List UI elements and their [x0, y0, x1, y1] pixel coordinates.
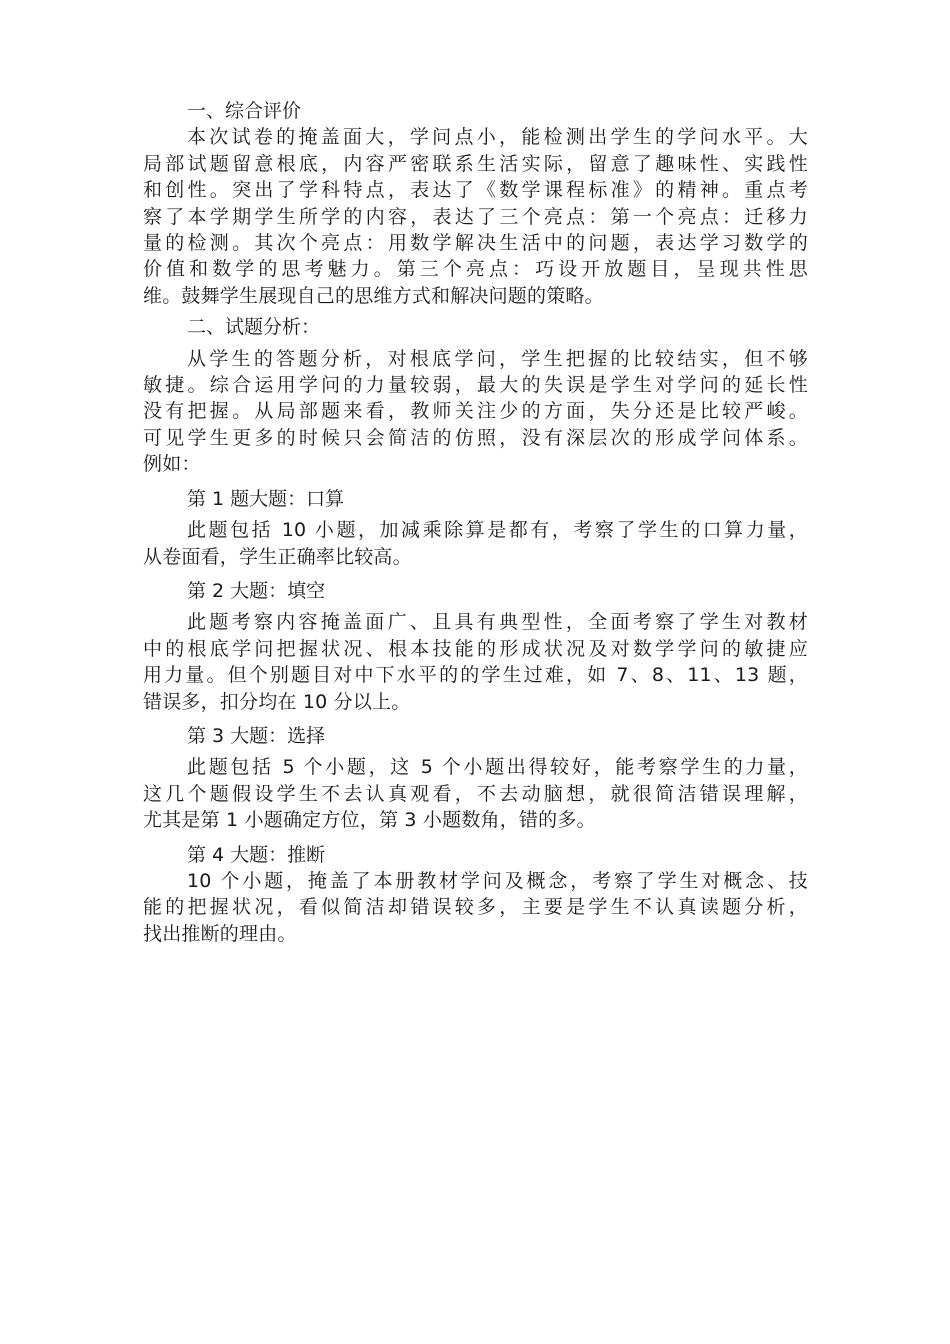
section-heading: 一、综合评价 [187, 100, 302, 122]
paragraph-line: 从卷面看，学生正确率比较高。 [143, 545, 412, 568]
paragraph-line: 察了本学期学生所学的内容，表达了三个亮点：第一个亮点：迁移力 [143, 205, 808, 228]
paragraph-line: 维。鼓舞学生展现自己的思维方式和解决问题的策略。 [143, 284, 604, 307]
section-heading: 第 1 题大题：口算 [187, 487, 345, 510]
paragraph-line: 和创性。突出了学科特点，表达了《数学课程标准》的精神。重点考 [143, 179, 808, 202]
paragraph-line: 10 个小题，掩盖了本册教材学问及概念，考察了学生对概念、技 [187, 869, 808, 892]
paragraph-line: 量的检测。其次个亮点：用数学解决生活中的问题，表达学习数学的 [143, 232, 808, 255]
paragraph-line: 本次试卷的掩盖面大，学问点小，能检测出学生的学问水平。大 [187, 126, 808, 149]
section-question-analysis [143, 314, 808, 477]
section-heading: 二、试题分析： [187, 316, 321, 339]
paragraph-line: 错误多，扣分均在 10 分以上。 [143, 690, 411, 713]
paragraph-line: 此题考察内容掩盖面广、且具有典型性，全面考察了学生对教材 [187, 611, 808, 634]
paragraph-line: 从学生的答题分析，对根底学问，学生把握的比较结实，但不够 [187, 347, 808, 370]
paragraph-line: 没有把握。从局部题来看，教师关注少的方面，失分还是比较严峻。 [143, 400, 808, 423]
section-question-2 [143, 578, 808, 715]
paragraph-line: 找出推断的理由。 [143, 922, 297, 945]
paragraph-line: 这几个题假设学生不去认真观看，不去动脑想，就很简洁错误理解， [143, 782, 808, 805]
paragraph-line: 敏捷。综合运用学问的力量较弱，最大的失误是学生对学问的延长性 [143, 374, 808, 397]
section-question-3 [143, 723, 808, 834]
paragraph-line: 尤其是第 1 小题确定方位，第 3 小题数角，错的多。 [143, 809, 596, 832]
paragraph-line: 能的把握状况，看似简洁却错误较多，主要是学生不认真读题分析， [143, 896, 808, 919]
section-heading: 第 3 大题：选择 [187, 724, 326, 747]
section-overall-evaluation [143, 98, 808, 309]
section-heading: 第 4 大题：推断 [187, 843, 326, 866]
paragraph-line: 此题包括 10 小题，加减乘除算是都有，考察了学生的口算力量， [187, 519, 808, 542]
paragraph-line: 用力量。但个别题目对中下水平的的学生过难，如 7、8、11、13 题， [143, 664, 808, 687]
paragraph-line: 此题包括 5 个小题，这 5 个小题出得较好，能考察学生的力量， [187, 756, 808, 779]
paragraph-line: 中的根底学问把握状况、根本技能的形成状况及对数学学问的敏捷应 [143, 637, 808, 660]
section-question-1 [143, 486, 808, 570]
paragraph-line: 例如： [143, 453, 201, 476]
section-heading: 第 2 大题：填空 [187, 579, 326, 602]
paragraph-line: 局部试题留意根底，内容严密联系生活实际，留意了趣味性、实践性 [143, 152, 808, 175]
document-body [143, 98, 808, 947]
paragraph-line: 可见学生更多的时候只会简洁的仿照，没有深层次的形成学问体系。 [143, 426, 808, 449]
section-question-4 [143, 842, 808, 948]
paragraph-line: 价值和数学的思考魅力。第三个亮点：巧设开放题目，呈现共性思 [143, 258, 808, 281]
